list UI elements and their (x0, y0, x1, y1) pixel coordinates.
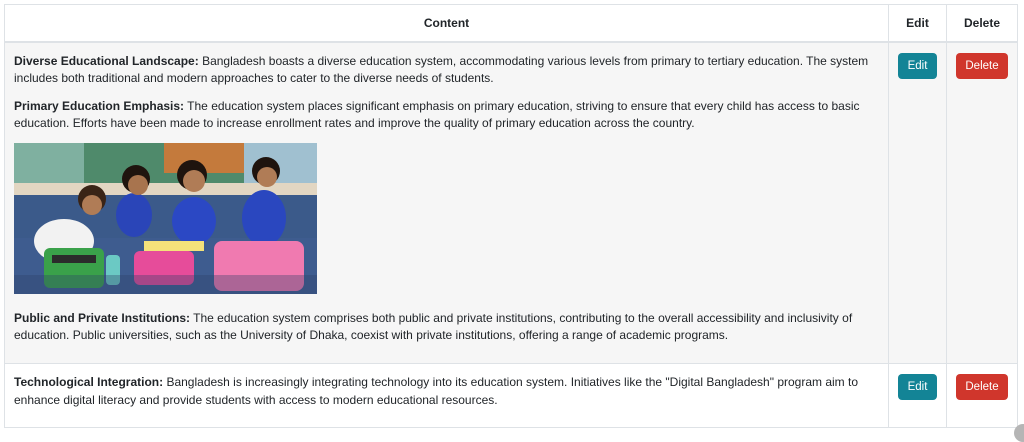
classroom-photo (14, 143, 317, 294)
header-delete: Delete (947, 5, 1018, 42)
paragraph (14, 310, 879, 345)
edit-cell (889, 364, 947, 428)
paragraph-title: Public and Private Institutions: (14, 311, 190, 325)
header-edit: Edit (889, 5, 947, 42)
paragraph (14, 53, 879, 88)
delete-button[interactable]: Delete (956, 374, 1008, 400)
delete-cell (947, 42, 1018, 364)
edit-button[interactable]: Edit (898, 53, 937, 79)
content-table-container (4, 4, 1017, 428)
paragraph (14, 98, 879, 133)
edit-cell (889, 42, 947, 364)
table-row (5, 364, 1018, 428)
paragraph-text: The education system comprises both public and private institutions, contributing to the overall accessibility and inclusivity of education. Public universities, such as the University of Dhaka, coexist with private institutions, offering a range of academic programs. (14, 311, 852, 343)
header-content: Content (5, 5, 889, 42)
paragraph-title: Primary Education Emphasis: (14, 99, 184, 113)
table-header-row (5, 5, 1018, 42)
paragraph-text: Bangladesh boasts a diverse education system, accommodating various levels from primary to tertiary education. The system includes both traditional and modern approaches to cater to the diverse needs of students. (14, 54, 868, 86)
content-cell (5, 42, 889, 364)
paragraph-title: Technological Integration: (14, 375, 163, 389)
table-row (5, 42, 1018, 364)
edit-button[interactable]: Edit (898, 374, 937, 400)
paragraph-title: Diverse Educational Landscape: (14, 54, 199, 68)
paragraph (14, 374, 879, 409)
paragraph-text: The education system places significant emphasis on primary education, striving to ensure that every child has access to basic education. Efforts have been made to increase enrollment rates and improve the quality of primary education across the country. (14, 99, 860, 131)
delete-button[interactable]: Delete (956, 53, 1008, 79)
content-table (4, 4, 1018, 428)
delete-cell (947, 364, 1018, 428)
scroll-corner-icon (1014, 424, 1024, 442)
content-cell (5, 364, 889, 428)
paragraph-text: Bangladesh is increasingly integrating technology into its education system. Initiatives like the "Digital Bangladesh" program aim to enhance digital literacy and provide students with access to modern educational resources. (14, 375, 858, 407)
